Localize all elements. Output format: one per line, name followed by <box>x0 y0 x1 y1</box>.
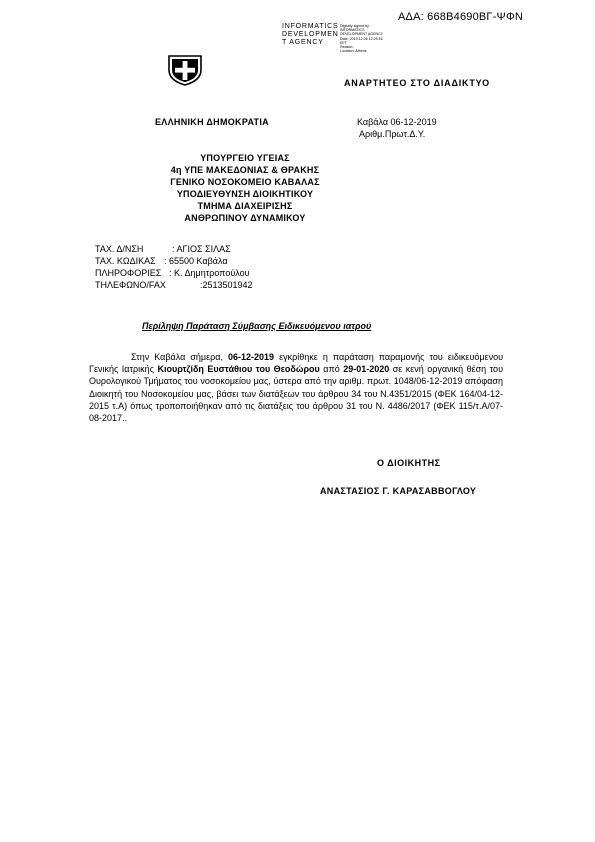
start-date: 29-01-2020 <box>343 364 390 375</box>
stamp-detail-line: Location: Athens <box>340 49 367 54</box>
place-date-block <box>357 116 437 140</box>
contact-value: : 65500 Καβάλα <box>164 256 228 266</box>
doctor-name: Κιουρτζίδη Ευστάθιου του Θεοδώρου <box>157 364 320 375</box>
issuing-organization <box>100 152 390 224</box>
department-line-2: ΑΝΘΡΩΠΙΝΟΥ ΔΥΝΑΜΙΚΟΥ <box>184 213 306 223</box>
digital-signature-stamp-label <box>282 23 339 47</box>
place-date: Καβάλα 06-12-2019 <box>357 117 437 127</box>
stamp-line: INFORMATICS <box>282 23 339 30</box>
stamp-line: DEVELOPMEN <box>282 31 339 38</box>
stamp-detail-line: EET <box>340 40 347 45</box>
protocol-number: Αριθμ.Πρωτ.Δ.Υ. <box>359 129 426 139</box>
contact-label: ΠΛΗΡΟΦΟΡΙΕΣ <box>95 268 162 278</box>
stamp-detail-line: Date: 2019.12.06 12:29:16 <box>340 36 383 41</box>
decision-date: 06-12-2019 <box>228 352 275 362</box>
contact-value: : Κ. Δημητροπούλου <box>169 268 250 278</box>
stamp-detail-line: DEVELOPMENT AGENCY <box>340 32 384 37</box>
document-subject: Περίληψη Παράταση Σύμβασης Ειδικευόμενου ιατρού <box>142 321 372 331</box>
stamp-detail-line: INFORMATICS <box>340 28 365 33</box>
stamp-detail-line: Reason: <box>340 45 354 50</box>
stamp-line: T AGENCY <box>282 39 324 46</box>
digital-signature-stamp-details <box>340 24 383 53</box>
directorate-line: ΥΠΟΔΙΕΥΘΥΝΣΗ ΔΙΟΙΚΗΤΙΚΟΥ <box>176 189 314 199</box>
contact-label: ΤΗΛΕΦΩΝΟ/FAX <box>95 280 166 290</box>
hospital-line: ΓΕΝΙΚΟ ΝΟΣΟΚΟΜΕΙΟ ΚΑΒΑΛΑΣ <box>170 177 320 187</box>
hellenic-republic-heading: ΕΛΛΗΝΙΚΗ ΔΗΜΟΚΡΑΤΙΑ <box>155 117 269 127</box>
ministry-line: ΥΠΟΥΡΓΕΙΟ ΥΓΕΙΑΣ <box>200 153 290 163</box>
posted-online-notice: ΑΝΑΡΤΗΤΕΟ ΣΤΟ ΔΙΑΔΙΚΤΥΟ <box>344 78 490 88</box>
ada-code: ΑΔΑ: 668Β4690ΒΓ-ΨΦΝ <box>398 11 524 23</box>
contact-label: ΤΑΧ. Δ/ΝΣΗ <box>95 244 144 254</box>
region-line: 4η ΥΠΕ ΜΑΚΕΔΟΝΙΑΣ & ΘΡΑΚΗΣ <box>170 165 320 175</box>
contact-value: :2513501942 <box>200 280 253 290</box>
summary-paragraph: Στην Καβάλα σήμερα, 06-12-2019 εγκρίθηκε η παράταση παραμονής του ειδικευόμενου Γενικής Ιατρικής Κιουρτζίδη Ευστάθιου του Θεοδώρου από 29-01-2020 σε κενή οργανική θέση του Ουρολογικού Τμήματος του νοσοκομείου μας, ύστερα από την αριθμ. πρωτ. 1048/06-12-2019 απόφαση Διοικητή του Νοσοκομείου μας, βάσει των διατάξεων του άρθρου 34 του Ν.4351/2015 (ΦΕΚ 164/04-12-2015 τ.Α) όπως τροποποιήθηκαν από τις διατάξεις του άρθρου 31 του Ν. 4486/2017 (ΦΕΚ 115/τ.Α/07-08-2017.. <box>89 352 503 424</box>
department-line: ΤΜΗΜΑ ΔΙΑΧΕΙΡΙΣΗΣ <box>197 201 293 211</box>
greek-emblem-icon <box>167 52 207 86</box>
signer-name: ΑΝΑΣΤΑΣΙΟΣ Γ. ΚΑΡΑΣΑΒΒΟΓΛΟΥ <box>320 486 477 496</box>
contact-label: ΤΑΧ. ΚΩΔΙΚΑΣ <box>95 256 156 266</box>
contact-value: : ΑΓΙΟΣ ΣΙΛΑΣ <box>172 244 231 254</box>
decision-summary <box>89 351 503 424</box>
director-title: Ο ΔΙΟΙΚΗΤΗΣ <box>377 458 441 468</box>
stamp-detail-line: Digitally signed by <box>340 24 369 28</box>
